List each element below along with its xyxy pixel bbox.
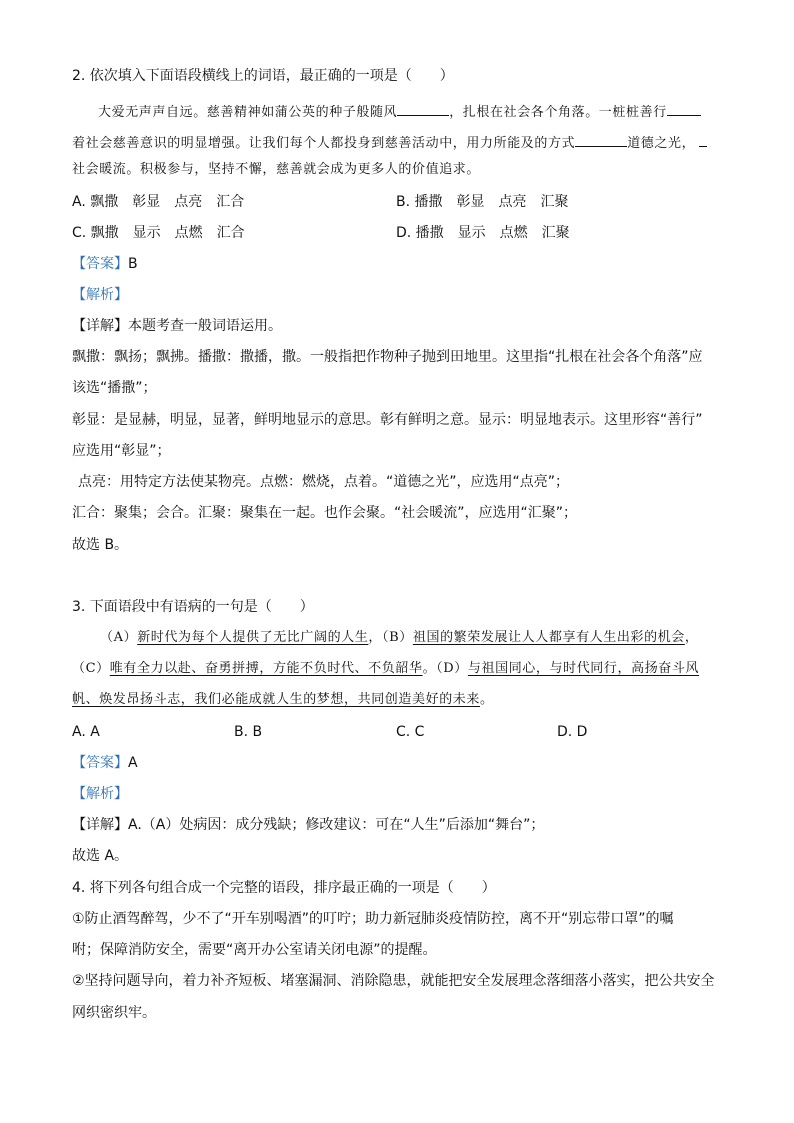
q3-label-a: （A） xyxy=(100,630,138,645)
q2-option-d: D. 播撒 显示 点燃 汇聚 xyxy=(396,225,570,241)
q3-passage-line1 xyxy=(100,628,699,648)
q3-sentence-d-part2: 帆、焕发昂扬斗志，我们必能成就人生的梦想，共同创造美好的未来 xyxy=(72,692,481,707)
q2-passage-line2 xyxy=(72,132,707,154)
q2-option-c: C. 飘撒 显示 点燃 汇合 xyxy=(72,225,245,241)
q3-sentence-b: 祖国的繁荣发展让人人都享有人生出彩的机会 xyxy=(412,630,685,645)
q3-label-d: 。（D） xyxy=(422,661,468,676)
q2-option-b: B. 播撒 彰显 点亮 汇聚 xyxy=(396,194,569,210)
q3-option-c: C. C xyxy=(396,724,425,740)
q3-passage-line2 xyxy=(72,659,699,679)
q2-detail xyxy=(72,316,282,336)
q3-answer-value: A xyxy=(128,755,138,771)
q2-passage-line1-b: ，扎根在社会各个角落。一桩桩善行 xyxy=(449,105,667,120)
q3-analysis-tag: 【解析】 xyxy=(72,786,128,802)
q2-explanation-line1: 飘撒：飘扬；飘拂。播撒：撒播，撒。一般指把作物种子抛到田地里。这里指“扎根在社会各个角落”应 xyxy=(72,349,703,365)
q2-explanation-line3: 彰显：是显赫，明显，显著，鲜明地显示的意思。彰有鲜明之意。显示：明显地表示。这里形容“善行” xyxy=(72,412,703,428)
q2-answer-value: B xyxy=(128,256,138,272)
q4-sentence2-line2: 网织密织牢。 xyxy=(72,1005,156,1021)
q2-blank-1 xyxy=(397,101,449,116)
q2-conclusion: 故选 B。 xyxy=(72,537,129,553)
q2-passage-line3: 社会暖流。积极参与，坚持不懈，慈善就会成为更多人的价值追求。 xyxy=(72,162,481,177)
q2-blank-4 xyxy=(699,132,707,147)
q3-conclusion: 故选 A。 xyxy=(72,848,129,864)
q2-passage-line2-a: 着社会慈善意识的明显增强。让我们每个人都投身到慈善活动中，用力所能及的方式 xyxy=(72,136,576,151)
q3-answer xyxy=(72,753,138,773)
q3-option-a: A. A xyxy=(72,724,100,740)
q2-passage-line2-b: 道德之光， xyxy=(627,136,696,151)
q2-analysis-tag: 【解析】 xyxy=(72,287,128,303)
q3-label-c: （C） xyxy=(72,661,110,676)
q4-sentence1-line1: ①防止酒驾醉驾，少不了“开车别喝酒”的叮咛；助力新冠肺炎疫情防控，离不开“别忘带口罩”的嘱 xyxy=(72,911,674,927)
q2-blank-3 xyxy=(575,132,627,147)
q2-explanation-line6: 汇合：聚集；会合。汇聚：聚集在一起。也作会聚。“社会暖流”，应选用“汇聚”； xyxy=(72,505,578,521)
q2-option-a: A. 飘撒 彰显 点亮 汇合 xyxy=(72,194,245,210)
q2-blank-2 xyxy=(667,101,701,116)
q2-explanation-line2: 该选“播撒”； xyxy=(72,380,157,396)
q2-passage-line1-a: 大爱无声声自远。慈善精神如蒲公英的种子般随风 xyxy=(98,105,398,120)
q3-detail xyxy=(72,815,544,835)
q3-option-b: B. B xyxy=(234,724,263,740)
q3-line1-end: ， xyxy=(684,630,699,645)
q3-option-d: D. D xyxy=(557,724,588,740)
q2-explanation-line5: 点亮：用特定方法使某物亮。点燃：燃烧，点着。“道德之光”，应选用“点亮”； xyxy=(78,474,570,490)
q4-sentence1-line2: 咐；保障消防安全，需要“离开办公室请关闭电源”的提醒。 xyxy=(72,942,437,958)
q3-line3-end: 。 xyxy=(480,692,494,707)
q4-sentence2-line1: ②坚持问题导向，着力补齐短板、堵塞漏洞、消除隐患，就能把安全发展理念落细落小落实，把公共安全 xyxy=(72,973,715,989)
q3-answer-tag: 【答案】 xyxy=(72,755,128,771)
q3-sentence-a: 新时代为每个人提供了无比广阔的人生 xyxy=(137,630,369,645)
q3-passage-line3 xyxy=(72,690,494,710)
q3-detail-tag: 【详解】 xyxy=(72,817,128,833)
q3-label-b: ，（B） xyxy=(368,630,413,645)
q3-sentence-d-part1: 与祖国同心，与时代同行，高扬奋斗风 xyxy=(467,661,700,676)
q3-title: 3. 下面语段中有语病的一句是（ ） xyxy=(72,599,314,615)
q2-passage-line1 xyxy=(98,101,701,123)
q2-explanation-line4: 应选用“彰显”； xyxy=(72,443,171,459)
q2-detail-text: 本题考查一般词语运用。 xyxy=(128,318,282,334)
q2-detail-tag: 【详解】 xyxy=(72,318,128,334)
q3-sentence-c: 唯有全力以赴、奋勇拼搏，方能不负时代、不负韶华 xyxy=(109,661,423,676)
q4-title: 4. 将下列各句组合成一个完整的语段，排序最正确的一项是（ ） xyxy=(72,880,496,896)
q2-title: 2. 依次填入下面语段横线上的词语，最正确的一项是（ ） xyxy=(72,68,454,84)
q3-detail-text: A.（A）处病因：成分残缺；修改建议：可在“人生”后添加“舞台”； xyxy=(128,817,545,833)
q2-answer xyxy=(72,254,138,274)
q2-answer-tag: 【答案】 xyxy=(72,256,128,272)
